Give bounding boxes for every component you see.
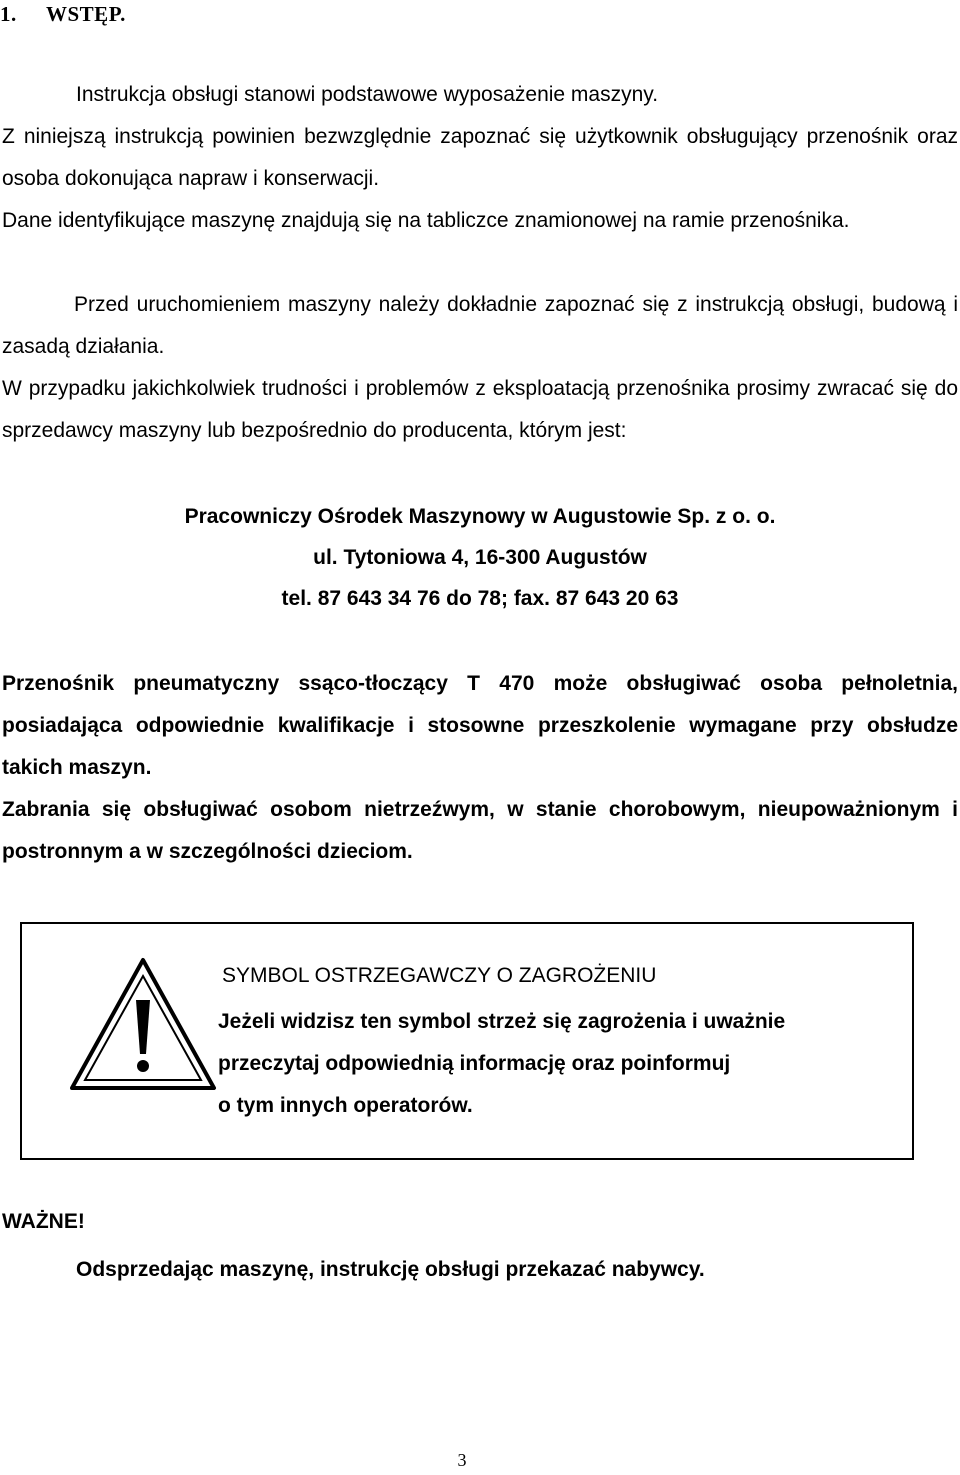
warning-box xyxy=(20,922,914,1160)
intro-paragraph-4: Przed uruchomieniem maszyny należy dokładnie zapoznać się z instrukcją obsługi, budową i zasadą działania. xyxy=(2,293,958,358)
page-number: 3 xyxy=(457,1450,467,1470)
operators-paragraph-1: Przenośnik pneumatyczny ssąco-tłoczący T 470 może obsługiwać osoba pełnoletnia, posiadająca odpowiednie kwalifikacje i stosowne przeszkolenie wymagane przy obsłudze takich maszyn. xyxy=(2,672,958,779)
section-title: WSTĘP. xyxy=(46,2,126,26)
important-text: Odsprzedając maszynę, instrukcję obsługi przekazać nabywcy. xyxy=(76,1258,705,1281)
section-heading xyxy=(0,2,126,27)
producer-address: ul. Tytoniowa 4, 16-300 Augustów xyxy=(313,546,647,569)
producer-name: Pracowniczy Ośrodek Maszynowy w Augustowie Sp. z o. o. xyxy=(184,505,776,528)
warning-triangle-icon xyxy=(68,956,218,1092)
intro-paragraph-2: Z niniejszą instrukcją powinien bezwzględnie zapoznać się użytkownik obsługujący przenośnik oraz osoba dokonująca napraw i konserwacji. xyxy=(2,125,958,190)
warning-text xyxy=(218,1001,908,1127)
warning-line-1: Jeżeli widzisz ten symbol strzeż się zagrożenia i uważnie xyxy=(218,1010,786,1033)
section-number: 1. xyxy=(0,2,17,26)
producer-contact: tel. 87 643 34 76 do 78; fax. 87 643 20 63 xyxy=(281,587,679,610)
operators-paragraph-2: Zabrania się obsługiwać osobom nietrzeźwym, w stanie chorobowym, nieupoważnionym i postronnym a w szczególności dzieciom. xyxy=(2,798,958,863)
warning-line-2: przeczytaj odpowiednią informację oraz poinformuj xyxy=(218,1052,731,1075)
warning-title: SYMBOL OSTRZEGAWCZY O ZAGROŻENIU xyxy=(222,964,657,987)
warning-line-3: o tym innych operatorów. xyxy=(218,1094,473,1117)
intro-line-1: Instrukcja obsługi stanowi podstawowe wyposażenie maszyny. xyxy=(76,83,659,106)
intro-paragraph-5: W przypadku jakichkolwiek trudności i problemów z eksploatacją przenośnika prosimy zwracać się do sprzedawcy maszyny lub bezpośrednio do producenta, którym jest: xyxy=(2,377,958,442)
intro-paragraph-3: Dane identyfikujące maszynę znajdują się na tabliczce znamionowej na ramie przenośnika. xyxy=(2,209,850,232)
important-label: WAŻNE! xyxy=(2,1210,85,1233)
